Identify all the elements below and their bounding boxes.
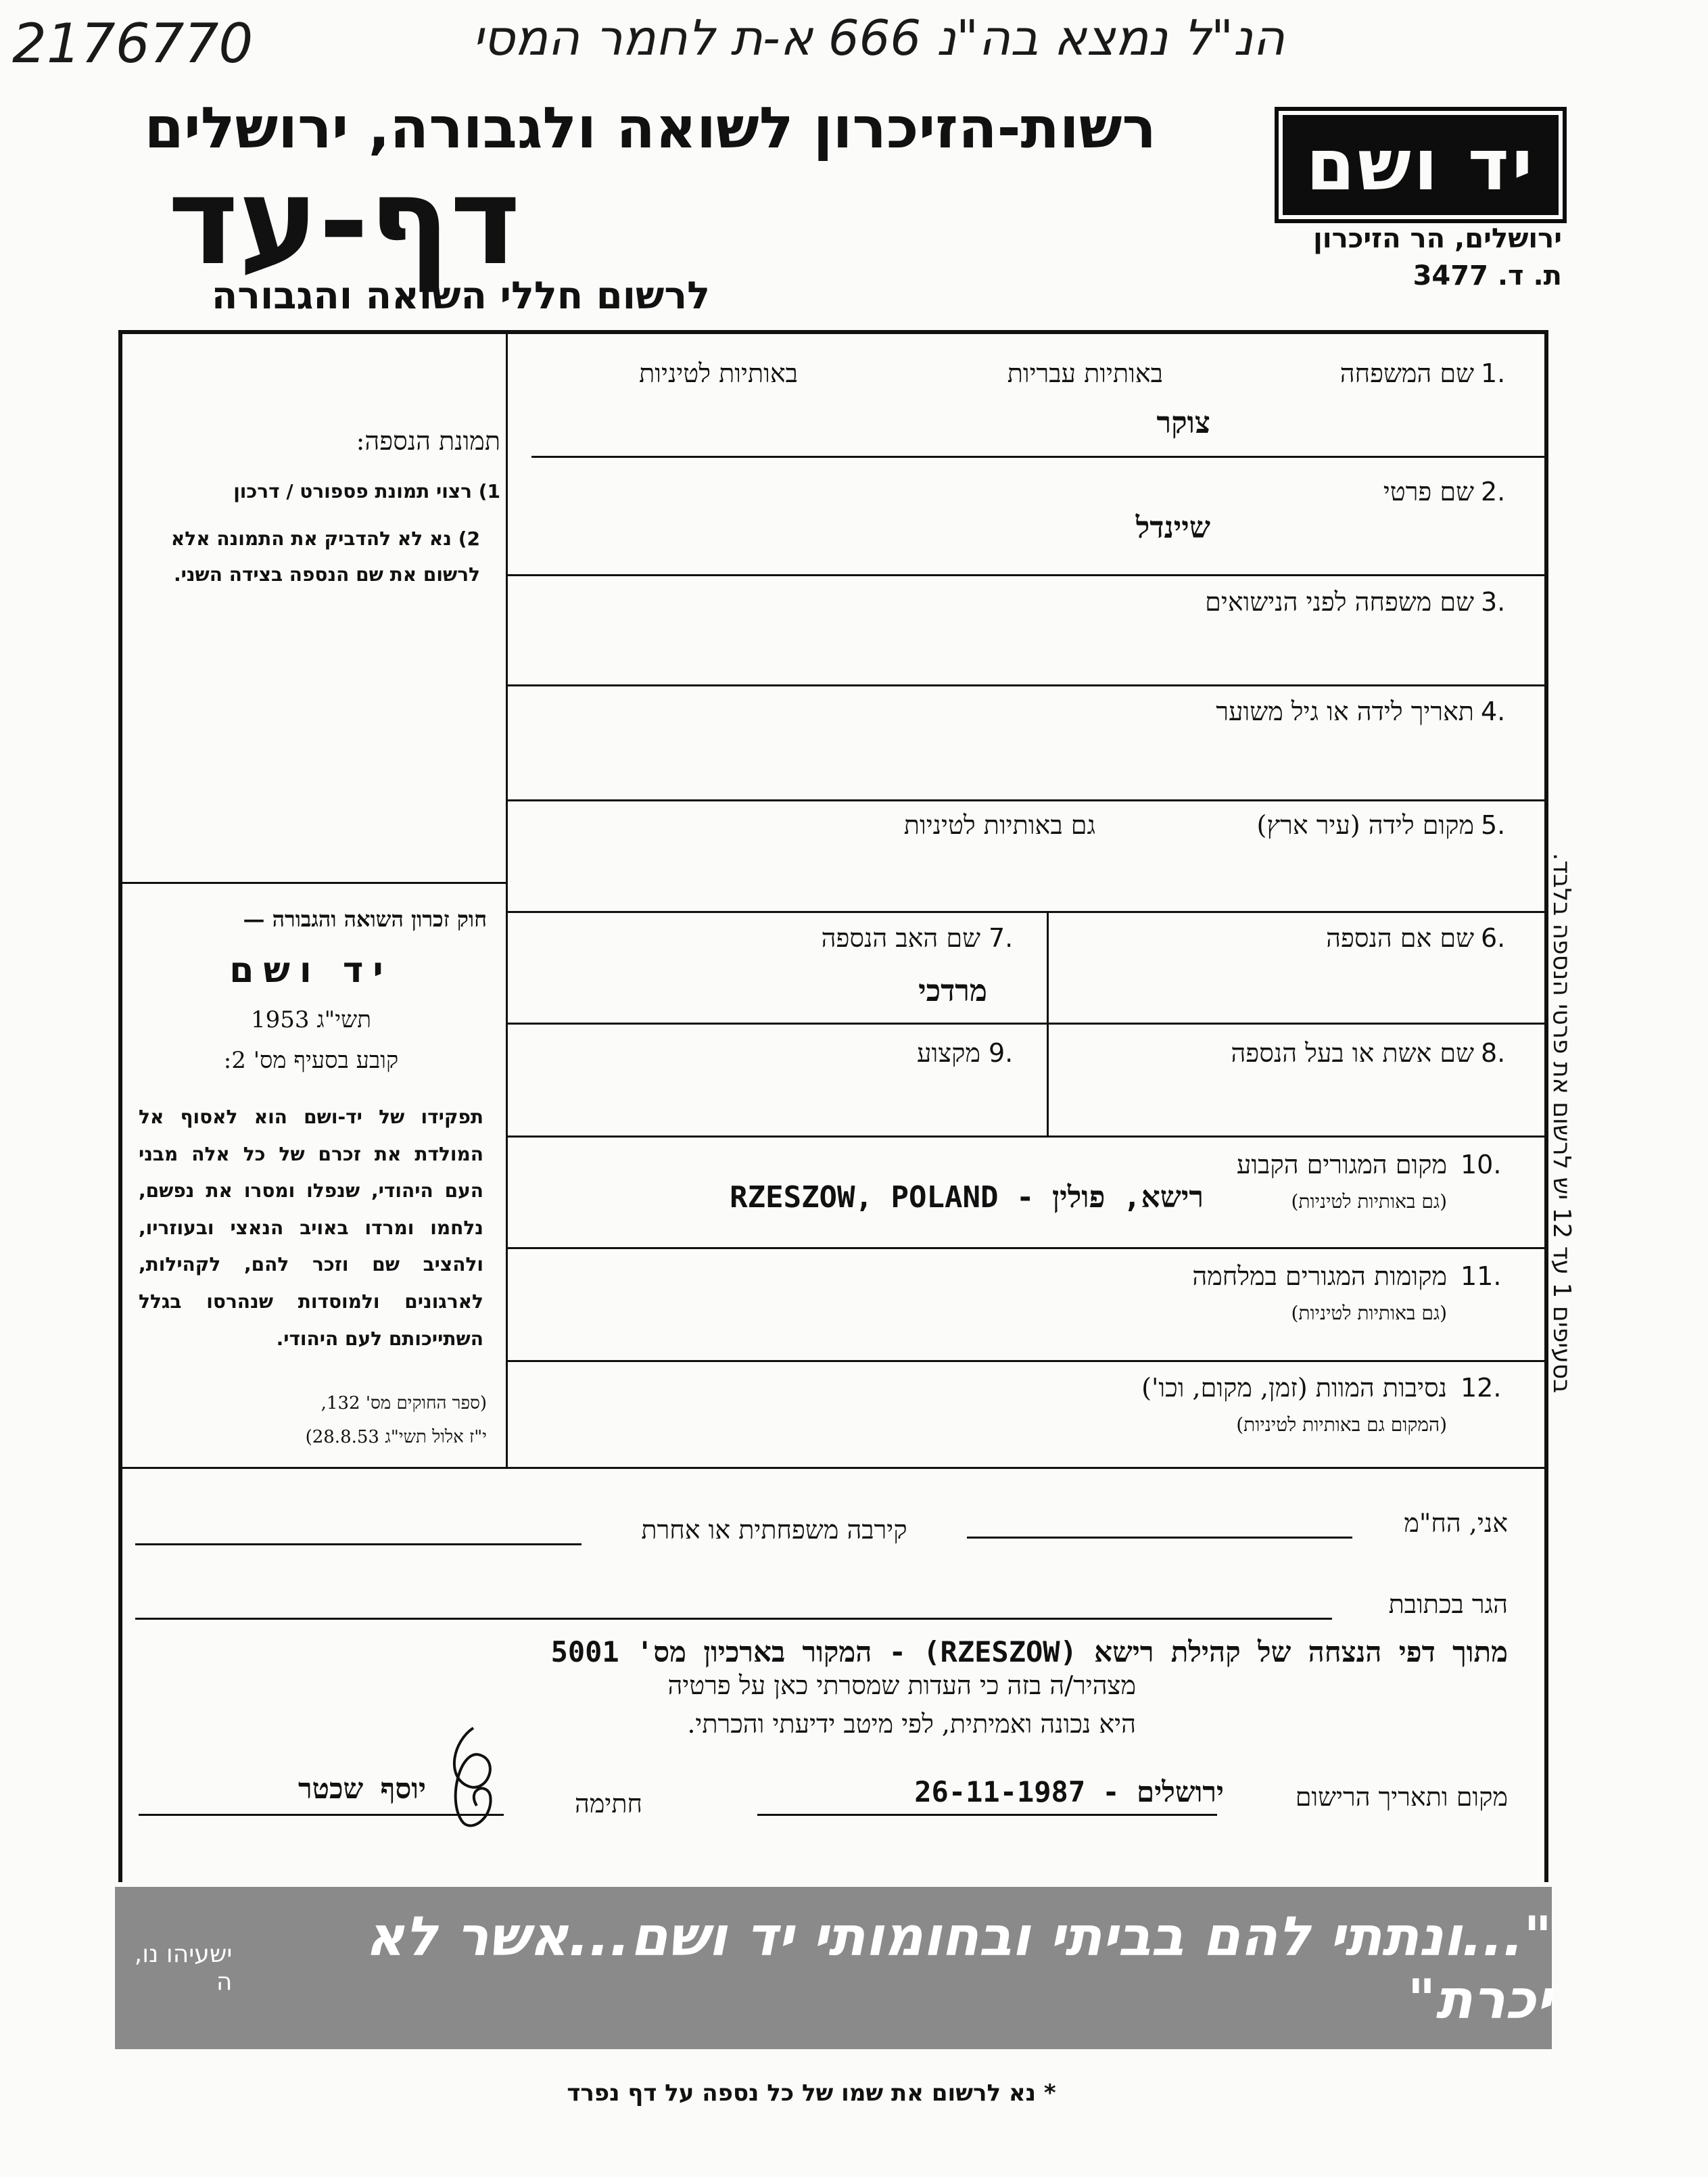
- field-1-number: 1.: [1481, 358, 1506, 388]
- handwritten-number: 2176770: [12, 12, 254, 75]
- field-11-sub: (גם באותיות לטיניות): [1291, 1302, 1447, 1324]
- signature-mark: [426, 1721, 521, 1836]
- statement-line-2: היא נכונה ואמיתית, לפי מיטב ידיעתי והכרתי.: [687, 1709, 1136, 1739]
- law-year: תשי"ג 1953: [251, 1006, 371, 1033]
- address-label: הגר בכתובת: [1388, 1589, 1508, 1619]
- row-divider: [506, 1136, 1544, 1138]
- field-3-label: שם משפחה לפני הנישואים: [1205, 587, 1474, 617]
- field-10-value[interactable]: RZESZOW, POLAND - רישא, פולין: [730, 1180, 1204, 1215]
- field-11-number: 11.: [1461, 1261, 1502, 1291]
- field-6-number: 6.: [1481, 923, 1506, 953]
- field-8-number: 8.: [1481, 1038, 1506, 1068]
- field-4-label: תאריך לידה או גיל משוער: [1216, 697, 1474, 726]
- signature-label: חתימה: [574, 1789, 642, 1819]
- signature-line: [139, 1814, 504, 1816]
- typed-source-line: מתוך דפי הנצחה של קהילת רישא (RZESZOW) - המקור בארכיון מס' 5001: [550, 1635, 1508, 1668]
- field-5-number: 5.: [1481, 810, 1506, 840]
- address-line[interactable]: [135, 1618, 1332, 1620]
- field-8-label: שם אשת או בעל הנספה: [1231, 1038, 1474, 1068]
- photo-note-1: 1) רצוי תמונת פספורט / דרכון: [233, 480, 500, 502]
- place-date-value[interactable]: ירושלים - 26-11-1987: [914, 1775, 1224, 1808]
- side-note: בסעיפים 1 עד 12 יש לרשום את פרטי הנספה בלבד.: [1548, 852, 1575, 1393]
- field-5-latin-hint: גם באותיות לטיניות: [903, 810, 1095, 840]
- row-divider: [506, 799, 1544, 801]
- law-clause: קובע בסעיף מס' 2:: [223, 1047, 399, 1074]
- footer-note: * נא לרשום את שמו של כל נספה על דף נפרד: [567, 2080, 1056, 2107]
- address-line-1: ירושלים, הר הזיכרון: [1313, 223, 1562, 254]
- field-9-label: מקצוע: [917, 1038, 980, 1068]
- quote-banner: [115, 1887, 1552, 2049]
- field-2-label: שם פרטי: [1383, 477, 1474, 507]
- field-1-label: שם המשפחה: [1339, 358, 1474, 388]
- fields-6-9-divider: [1047, 911, 1049, 1136]
- field-6-label: שם אם הנספה: [1326, 923, 1474, 953]
- law-title: חוק זכרון השואה והגבורה —: [243, 906, 487, 932]
- relation-label: קירבה משפחתית או אחרת: [641, 1515, 907, 1545]
- name-line[interactable]: [967, 1537, 1352, 1539]
- field-12-number: 12.: [1461, 1373, 1502, 1403]
- signature-scribble-icon: [426, 1721, 521, 1836]
- field-12-sub: (המקום גם באותיות לטיניות): [1236, 1413, 1447, 1436]
- field-1-latin-hint: באותיות לטיניות: [639, 358, 798, 388]
- field-2-value[interactable]: שיינדל: [1135, 511, 1210, 545]
- field-2-number: 2.: [1481, 477, 1506, 507]
- field-4-number: 4.: [1481, 697, 1506, 726]
- place-date-line: [757, 1814, 1217, 1816]
- field-10-number: 10.: [1461, 1150, 1502, 1179]
- field-5-label: מקום לידה (עיר ארץ): [1256, 810, 1474, 840]
- column-divider: [506, 334, 508, 1467]
- field-7-number: 7.: [989, 923, 1014, 953]
- law-name: יד ושם: [229, 950, 393, 991]
- yad-vashem-logo: [1275, 107, 1567, 223]
- address-line-2: ת. ד. 3477: [1413, 260, 1562, 291]
- row-divider: [506, 1247, 1544, 1249]
- row-divider: [506, 1360, 1544, 1362]
- photo-box-title: תמונת הנספה:: [356, 426, 500, 456]
- field-10-sub: (גם באותיות לטיניות): [1291, 1190, 1447, 1213]
- field-1-value[interactable]: צוקר: [1156, 406, 1210, 440]
- field-7-label: שם האב הנספה: [821, 923, 980, 953]
- row-divider: [506, 1023, 1544, 1025]
- row-divider: [531, 456, 1544, 458]
- row-divider: [506, 574, 1544, 576]
- banner-quote: "...ונתתי להם בביתי ובחומותי יד ושם...אשר לא יכרת": [365, 1905, 1552, 2031]
- page-subtitle: לרשום חללי השואה והגבורה: [211, 274, 710, 318]
- handwritten-note: הנ"ל נמצא בה"נ 666 א-ת לחמר המסי: [472, 9, 1285, 66]
- field-1-hebrew-hint: באותיות עבריות: [1007, 358, 1163, 388]
- place-date-label: מקום ותאריך הרישום: [1295, 1782, 1508, 1812]
- left-box-divider: [122, 882, 506, 884]
- law-ref-1: (ספר החוקים מס' 132,: [321, 1393, 487, 1413]
- field-10-label: מקום המגורים הקבוע: [1236, 1150, 1447, 1179]
- signature-value[interactable]: יוסף שכטר: [298, 1772, 426, 1805]
- row-divider: [506, 684, 1544, 686]
- page-title: דף-עד: [168, 151, 521, 291]
- photo-note-2: 2) נא לא להדביק את התמונה אלא לרשום את שם הנספה בצידה השני.: [170, 528, 480, 586]
- statement-line-1: מצהיר/ה בזה כי העדות שמסרתי כאן על פרטיה: [667, 1670, 1136, 1700]
- declaration-i-undersigned: אני, הח"מ: [1404, 1508, 1508, 1538]
- field-9-number: 9.: [989, 1038, 1014, 1068]
- field-7-value[interactable]: מרדכי: [918, 974, 987, 1008]
- logo-text: יד ושם: [1306, 124, 1536, 206]
- relation-line[interactable]: [135, 1543, 582, 1545]
- field-12-label: נסיבות המוות (זמן, מקום, וכו'): [1141, 1373, 1447, 1403]
- law-ref-2: י"ז אלול תשי"ג 28.8.53): [305, 1427, 487, 1447]
- authority-title: רשות-הזיכרון לשואה ולגבורה, ירושלים: [144, 95, 1156, 161]
- field-3-number: 3.: [1481, 587, 1506, 617]
- section-divider: [122, 1467, 1544, 1469]
- banner-source: ישעיהו נו, ה: [134, 1940, 233, 1996]
- row-divider: [506, 911, 1544, 913]
- field-11-label: מקומות המגורים במלחמה: [1192, 1261, 1447, 1291]
- law-text: תפקידו של יד-ושם הוא לאסוף אל המולדת את זכרם של כל אלה מבני העם היהודי, שנפלו ומסרו את נפשם, נלחמו ומרדו באויב הנאצי ובעוזריו, ולהציב שם וזכר להם, לקהילות, לארגונים ולמוסדות שנהרסו בגלל השתייכותם לעם היהודי.: [139, 1106, 483, 1350]
